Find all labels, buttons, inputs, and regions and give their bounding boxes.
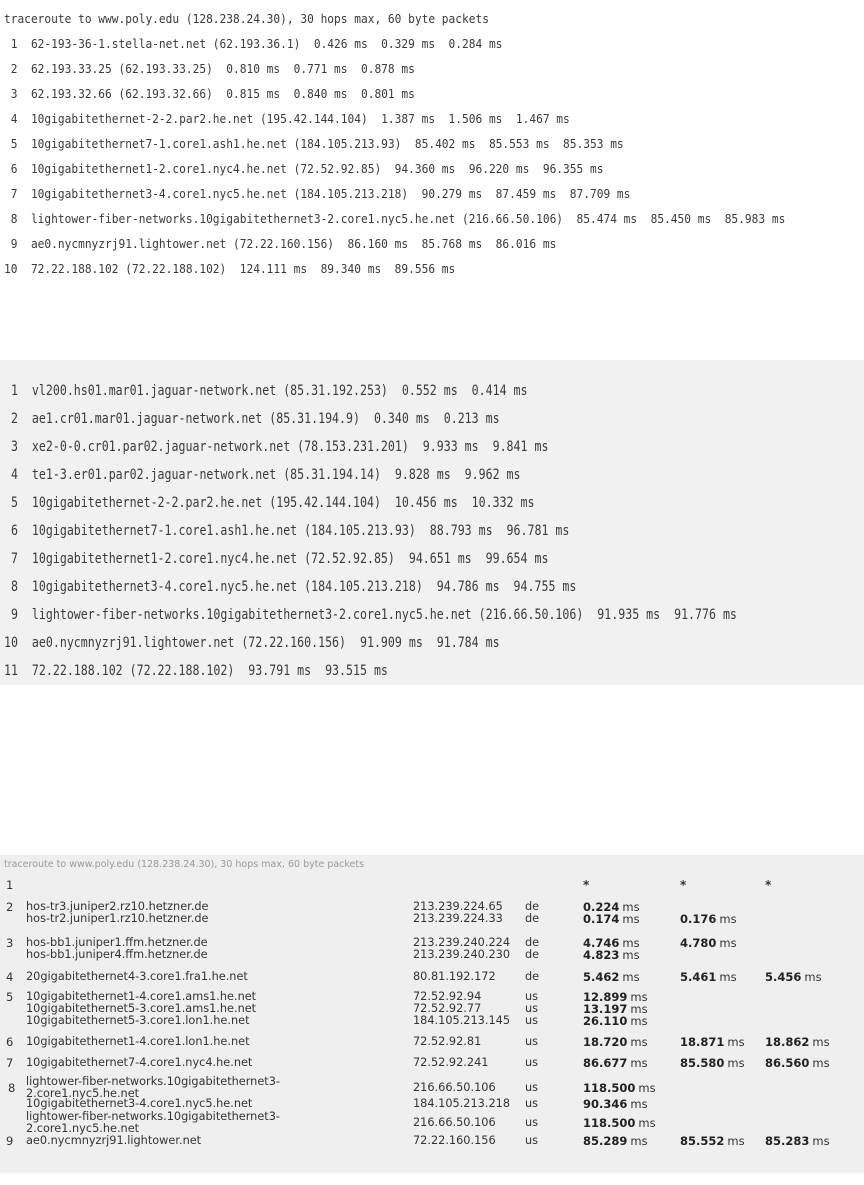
country-code: us [525,1116,539,1129]
rtt-1 [583,971,640,983]
rtt-value: 0.224 [583,900,620,914]
country-code: us [525,1056,539,1069]
rtt-3 [765,1135,830,1147]
rtt-unit: ms [638,1081,656,1095]
ip-address: 72.52.92.81 [413,1035,482,1048]
ip-address: 72.52.92.94 [413,990,482,1003]
hostname: 10gigabitethernet1-4.core1.lon1.he.net [26,1035,250,1048]
rtt-1 [583,949,640,961]
rtt-value: 5.462 [583,970,620,984]
rtt-1 [583,1057,648,1069]
rtt-unit: ms [727,1035,745,1049]
rtt-unit: ms [630,1002,648,1016]
rtt-value: 0.174 [583,912,620,926]
ip-address: 213.239.240.224 [413,936,511,949]
rtt-value: 26.110 [583,1014,628,1028]
rtt-value: 90.346 [583,1097,628,1111]
rtt-1 [583,1117,656,1129]
rtt-1 [583,1135,648,1147]
hostname: ae0.nycmnyzrj91.lightower.net [26,1134,202,1147]
hop-line: 5 10gigabitethernet-2-2.par2.he.net (195.42.144.104) 10.456 ms 10.332 ms [4,494,535,511]
country-code: us [525,1081,539,1094]
rtt-2 [680,971,737,983]
rtt-1 [583,1036,648,1048]
rtt-value: 18.720 [583,1035,628,1049]
hop-line: 8 lightower-fiber-networks.10gigabitethernet3-2.core1.nyc5.he.net (216.66.50.106) 85.474 ms 85.450 ms 85.983 ms [4,212,786,227]
hop-line: 9 ae0.nycmnyzrj91.lightower.net (72.22.160.156) 86.160 ms 85.768 ms 86.016 ms [4,237,557,252]
traceroute-header: traceroute to www.poly.edu (128.238.24.30), 30 hops max, 60 byte packets [4,12,489,27]
rtt-value: 85.289 [583,1134,628,1148]
rtt-unit: ms [812,1056,830,1070]
rtt-2 [680,1135,745,1147]
ip-address: 184.105.213.145 [413,1014,511,1027]
rtt-value: 18.862 [765,1035,810,1049]
rtt-unit: ms [622,900,640,914]
rtt-value: 12.899 [583,990,628,1004]
rtt-2 [680,1036,745,1048]
rtt-unit: ms [622,912,640,926]
rtt-2 [680,937,737,949]
hop-line: 5 10gigabitethernet7-1.core1.ash1.he.net (184.105.213.93) 85.402 ms 85.553 ms 85.353 ms [4,137,624,152]
hop-number: 2 [6,900,14,914]
country-code: us [525,990,539,1003]
hop-number: 8 [8,1081,16,1095]
traceroute-table [0,855,864,1173]
hop-line: 3 62.193.32.66 (62.193.32.66) 0.815 ms 0.840 ms 0.801 ms [4,87,415,102]
country-code: de [525,936,540,949]
rtt-value: 5.456 [765,970,802,984]
hostname: hos-tr2.juniper1.rz10.hetzner.de [26,912,209,925]
hop-line: 3 xe2-0-0.cr01.par02.jaguar-network.net (78.153.231.201) 9.933 ms 9.841 ms [4,438,549,455]
rtt-value: 85.283 [765,1134,810,1148]
traceroute-output-2 [0,360,864,685]
hop-line: 7 10gigabitethernet3-4.core1.nyc5.he.net (184.105.213.218) 90.279 ms 87.459 ms 87.709 ms [4,187,631,202]
rtt-value: 86.677 [583,1056,628,1070]
rtt-unit: ms [804,970,822,984]
rtt-value: 4.780 [680,936,717,950]
rtt-unit: ms [622,948,640,962]
rtt-unit: ms [812,1035,830,1049]
country-code: de [525,970,540,983]
rtt-value: 13.197 [583,1002,628,1016]
hop-line: 8 10gigabitethernet3-4.core1.nyc5.he.net (184.105.213.218) 94.786 ms 94.755 ms [4,578,577,595]
ip-address: 216.66.50.106 [413,1116,496,1129]
hostname: hos-bb1.juniper4.ffm.hetzner.de [26,948,208,961]
hostname: 20gigabitethernet4-3.core1.fra1.he.net [26,970,248,983]
rtt-value: 4.823 [583,948,620,962]
rtt-unit: ms [719,912,737,926]
timeout-star: * [583,878,590,892]
rtt-2 [680,913,737,925]
country-code: us [525,1097,539,1110]
rtt-1 [583,913,640,925]
hostname-continued: 2.core1.nyc5.he.net [26,1122,140,1135]
rtt-unit: ms [727,1056,745,1070]
rtt-1 [583,1015,648,1027]
rtt-unit: ms [630,1056,648,1070]
rtt-2 [680,1057,745,1069]
traceroute-output-1 [0,10,864,310]
rtt-1 [583,1082,656,1094]
rtt-unit: ms [630,1014,648,1028]
ip-address: 72.22.160.156 [413,1134,496,1147]
hop-line: 7 10gigabitethernet1-2.core1.nyc4.he.net (72.52.92.85) 94.651 ms 99.654 ms [4,550,549,567]
hop-line: 4 10gigabitethernet-2-2.par2.he.net (195.42.144.104) 1.387 ms 1.506 ms 1.467 ms [4,112,570,127]
ip-address: 72.52.92.77 [413,1002,482,1015]
rtt-unit: ms [719,970,737,984]
rtt-value: 118.500 [583,1081,636,1095]
rtt-unit: ms [630,1097,648,1111]
rtt-unit: ms [812,1134,830,1148]
hop-line: 6 10gigabitethernet7-1.core1.ash1.he.net (184.105.213.93) 88.793 ms 96.781 ms [4,522,570,539]
hop-line: 10 ae0.nycmnyzrj91.lightower.net (72.22.160.156) 91.909 ms 91.784 ms [4,634,500,651]
rtt-value: 85.552 [680,1134,725,1148]
hostname: hos-tr3.juniper2.rz10.hetzner.de [26,900,209,913]
rtt-unit: ms [630,1134,648,1148]
ip-address: 184.105.213.218 [413,1097,511,1110]
hop-number: 6 [6,1035,14,1049]
rtt-unit: ms [719,936,737,950]
hop-number: 9 [6,1134,14,1148]
hop-number: 5 [6,990,14,1004]
hostname: 10gigabitethernet3-4.core1.nyc5.he.net [26,1097,253,1110]
rtt-3 [765,1057,830,1069]
hostname: 10gigabitethernet5-3.core1.lon1.he.net [26,1014,250,1027]
ip-address: 213.239.224.33 [413,912,503,925]
rtt-value: 85.580 [680,1056,725,1070]
rtt-3 [765,1036,830,1048]
timeout-star: * [765,878,772,892]
rtt-1 [583,1098,648,1110]
rtt-2 [680,879,686,891]
country-code: de [525,900,540,913]
ip-address: 80.81.192.172 [413,970,496,983]
rtt-value: 0.176 [680,912,717,926]
rtt-1 [583,879,589,891]
country-code: us [525,1134,539,1147]
hop-number: 4 [6,970,14,984]
country-code: us [525,1002,539,1015]
rtt-unit: ms [630,1035,648,1049]
hostname: lightower-fiber-networks.10gigabitethernet3- [26,1075,280,1088]
hop-number: 3 [6,936,14,950]
hostname-continued: 2.core1.nyc5.he.net [26,1087,140,1100]
rtt-3 [765,971,822,983]
hop-number: 7 [6,1056,14,1070]
hop-line: 2 ae1.cr01.mar01.jaguar-network.net (85.31.194.9) 0.340 ms 0.213 ms [4,410,500,427]
hop-line: 10 72.22.188.102 (72.22.188.102) 124.111 ms 89.340 ms 89.556 ms [4,262,456,277]
ip-address: 213.239.224.65 [413,900,503,913]
rtt-value: 86.560 [765,1056,810,1070]
hop-number: 1 [6,878,14,892]
rtt-unit: ms [622,970,640,984]
ip-address: 216.66.50.106 [413,1081,496,1094]
country-code: de [525,912,540,925]
country-code: us [525,1035,539,1048]
hostname: 10gigabitethernet7-4.core1.nyc4.he.net [26,1056,253,1069]
rtt-unit: ms [638,1116,656,1130]
rtt-value: 118.500 [583,1116,636,1130]
hostname: lightower-fiber-networks.10gigabitethernet3- [26,1110,280,1123]
hop-line: 9 lightower-fiber-networks.10gigabitethernet3-2.core1.nyc5.he.net (216.66.50.106) 91.935 ms 91.776 ms [4,606,737,623]
hop-line: 4 te1-3.er01.par02.jaguar-network.net (85.31.194.14) 9.828 ms 9.962 ms [4,466,521,483]
timeout-star: * [680,878,687,892]
country-code: de [525,948,540,961]
traceroute-table-header: traceroute to www.poly.edu (128.238.24.30), 30 hops max, 60 byte packets [4,859,365,870]
hop-line: 6 10gigabitethernet1-2.core1.nyc4.he.net (72.52.92.85) 94.360 ms 96.220 ms 96.355 ms [4,162,604,177]
hop-line: 2 62.193.33.25 (62.193.33.25) 0.810 ms 0.771 ms 0.878 ms [4,62,415,77]
ip-address: 213.239.240.230 [413,948,511,961]
hop-line: 11 72.22.188.102 (72.22.188.102) 93.791 ms 93.515 ms [4,662,388,679]
hostname: 10gigabitethernet5-3.core1.ams1.he.net [26,1002,257,1015]
hostname: 10gigabitethernet1-4.core1.ams1.he.net [26,990,257,1003]
rtt-unit: ms [727,1134,745,1148]
rtt-value: 18.871 [680,1035,725,1049]
rtt-3 [765,879,771,891]
rtt-value: 5.461 [680,970,717,984]
hop-line: 1 vl200.hs01.mar01.jaguar-network.net (85.31.192.253) 0.552 ms 0.414 ms [4,382,528,399]
rtt-unit: ms [630,990,648,1004]
country-code: us [525,1014,539,1027]
hostname: hos-bb1.juniper1.ffm.hetzner.de [26,936,208,949]
rtt-value: 4.746 [583,936,620,950]
ip-address: 72.52.92.241 [413,1056,489,1069]
hop-line: 1 62-193-36-1.stella-net.net (62.193.36.1) 0.426 ms 0.329 ms 0.284 ms [4,37,503,52]
rtt-unit: ms [622,936,640,950]
